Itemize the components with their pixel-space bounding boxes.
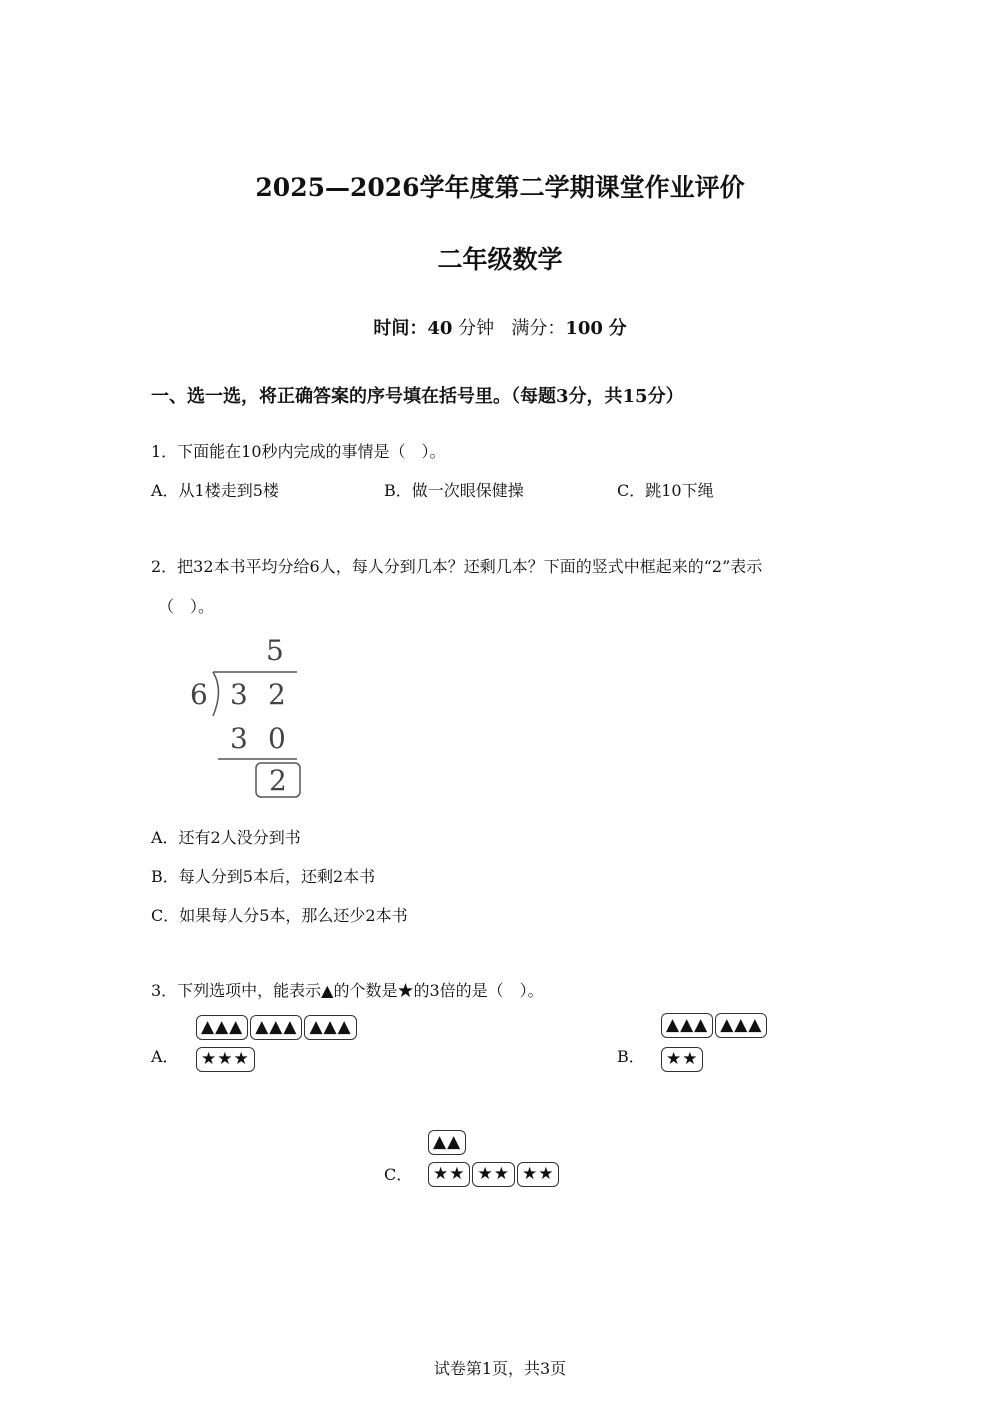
q3-option-c-stars <box>428 1162 561 1187</box>
triangle-group-box: ▲▲▲ <box>715 1013 767 1038</box>
star-group-box: ★★ <box>517 1162 559 1187</box>
q1-option-b: B．做一次眼保健操 <box>384 481 524 500</box>
triangle-group-box: ▲▲▲ <box>250 1015 302 1040</box>
triangle-group-box: ▲▲▲ <box>196 1015 248 1040</box>
star-group-box: ★★★ <box>196 1047 255 1072</box>
page-footer: 试卷第1页，共3页 <box>433 1359 567 1378</box>
q2-option-c: C．如果每人分5本，那么还少2本书 <box>151 906 408 925</box>
score-label: 满分： <box>511 318 566 339</box>
time-value: 40 <box>427 318 453 339</box>
exam-meta <box>0 314 1000 340</box>
dividend-ones-digit: 2 <box>268 678 286 711</box>
quotient-digit: 5 <box>266 634 284 667</box>
score-unit: 分 <box>608 318 627 339</box>
long-division-figure <box>180 630 310 805</box>
star-group-box: ★★ <box>661 1047 703 1072</box>
product-ones-digit: 0 <box>268 722 286 755</box>
q3-option-b-stars <box>661 1047 705 1072</box>
star-group-box: ★★ <box>428 1162 470 1187</box>
dividend-tens-digit: 3 <box>230 678 248 711</box>
q3-option-a-triangles <box>196 1015 359 1040</box>
q3-option-a-label: A． <box>151 1047 179 1066</box>
division-lines <box>180 630 310 805</box>
exam-subtitle: 二年级数学 <box>437 245 563 274</box>
q2-option-b: B．每人分到5本后，还剩2本书 <box>151 867 376 886</box>
q2-option-a: A．还有2人没分到书 <box>151 828 301 847</box>
q3-option-c-triangles <box>428 1130 468 1155</box>
remainder-digit: 2 <box>269 764 287 797</box>
section-heading: 一、选一选，将正确答案的序号填在括号里。（每题3分，共15分） <box>151 386 684 407</box>
q2-stem-line1: 2．把32本书平均分给6人，每人分到几本？还剩几本？下面的竖式中框起来的“2”表示 <box>151 557 763 576</box>
q1-option-c: C．跳10下绳 <box>617 481 714 500</box>
score-value: 100 <box>565 318 603 339</box>
exam-title: 2025—2026学年度第二学期课堂作业评价 <box>255 173 745 202</box>
q1-option-a: A．从1楼走到5楼 <box>151 481 279 500</box>
triangle-group-box: ▲▲▲ <box>661 1013 713 1038</box>
time-unit: 分钟 <box>458 318 495 339</box>
product-tens-digit: 3 <box>230 722 248 755</box>
q3-option-b-triangles <box>661 1013 769 1038</box>
time-label: 时间： <box>373 318 428 339</box>
q3-stem: 3．下列选项中，能表示▲的个数是★的3倍的是（ ）。 <box>151 981 544 1000</box>
q3-option-b-label: B． <box>617 1047 645 1066</box>
q2-stem-line2: （ ）。 <box>158 597 215 616</box>
divisor-digit: 6 <box>190 678 208 711</box>
triangle-group-box: ▲▲ <box>428 1130 466 1155</box>
triangle-group-box: ▲▲▲ <box>304 1015 356 1040</box>
q1-stem: 1．下面能在10秒内完成的事情是（ ）。 <box>151 442 446 461</box>
q3-option-a-stars <box>196 1047 257 1072</box>
q3-option-c-label: C． <box>384 1165 413 1184</box>
star-group-box: ★★ <box>472 1162 514 1187</box>
